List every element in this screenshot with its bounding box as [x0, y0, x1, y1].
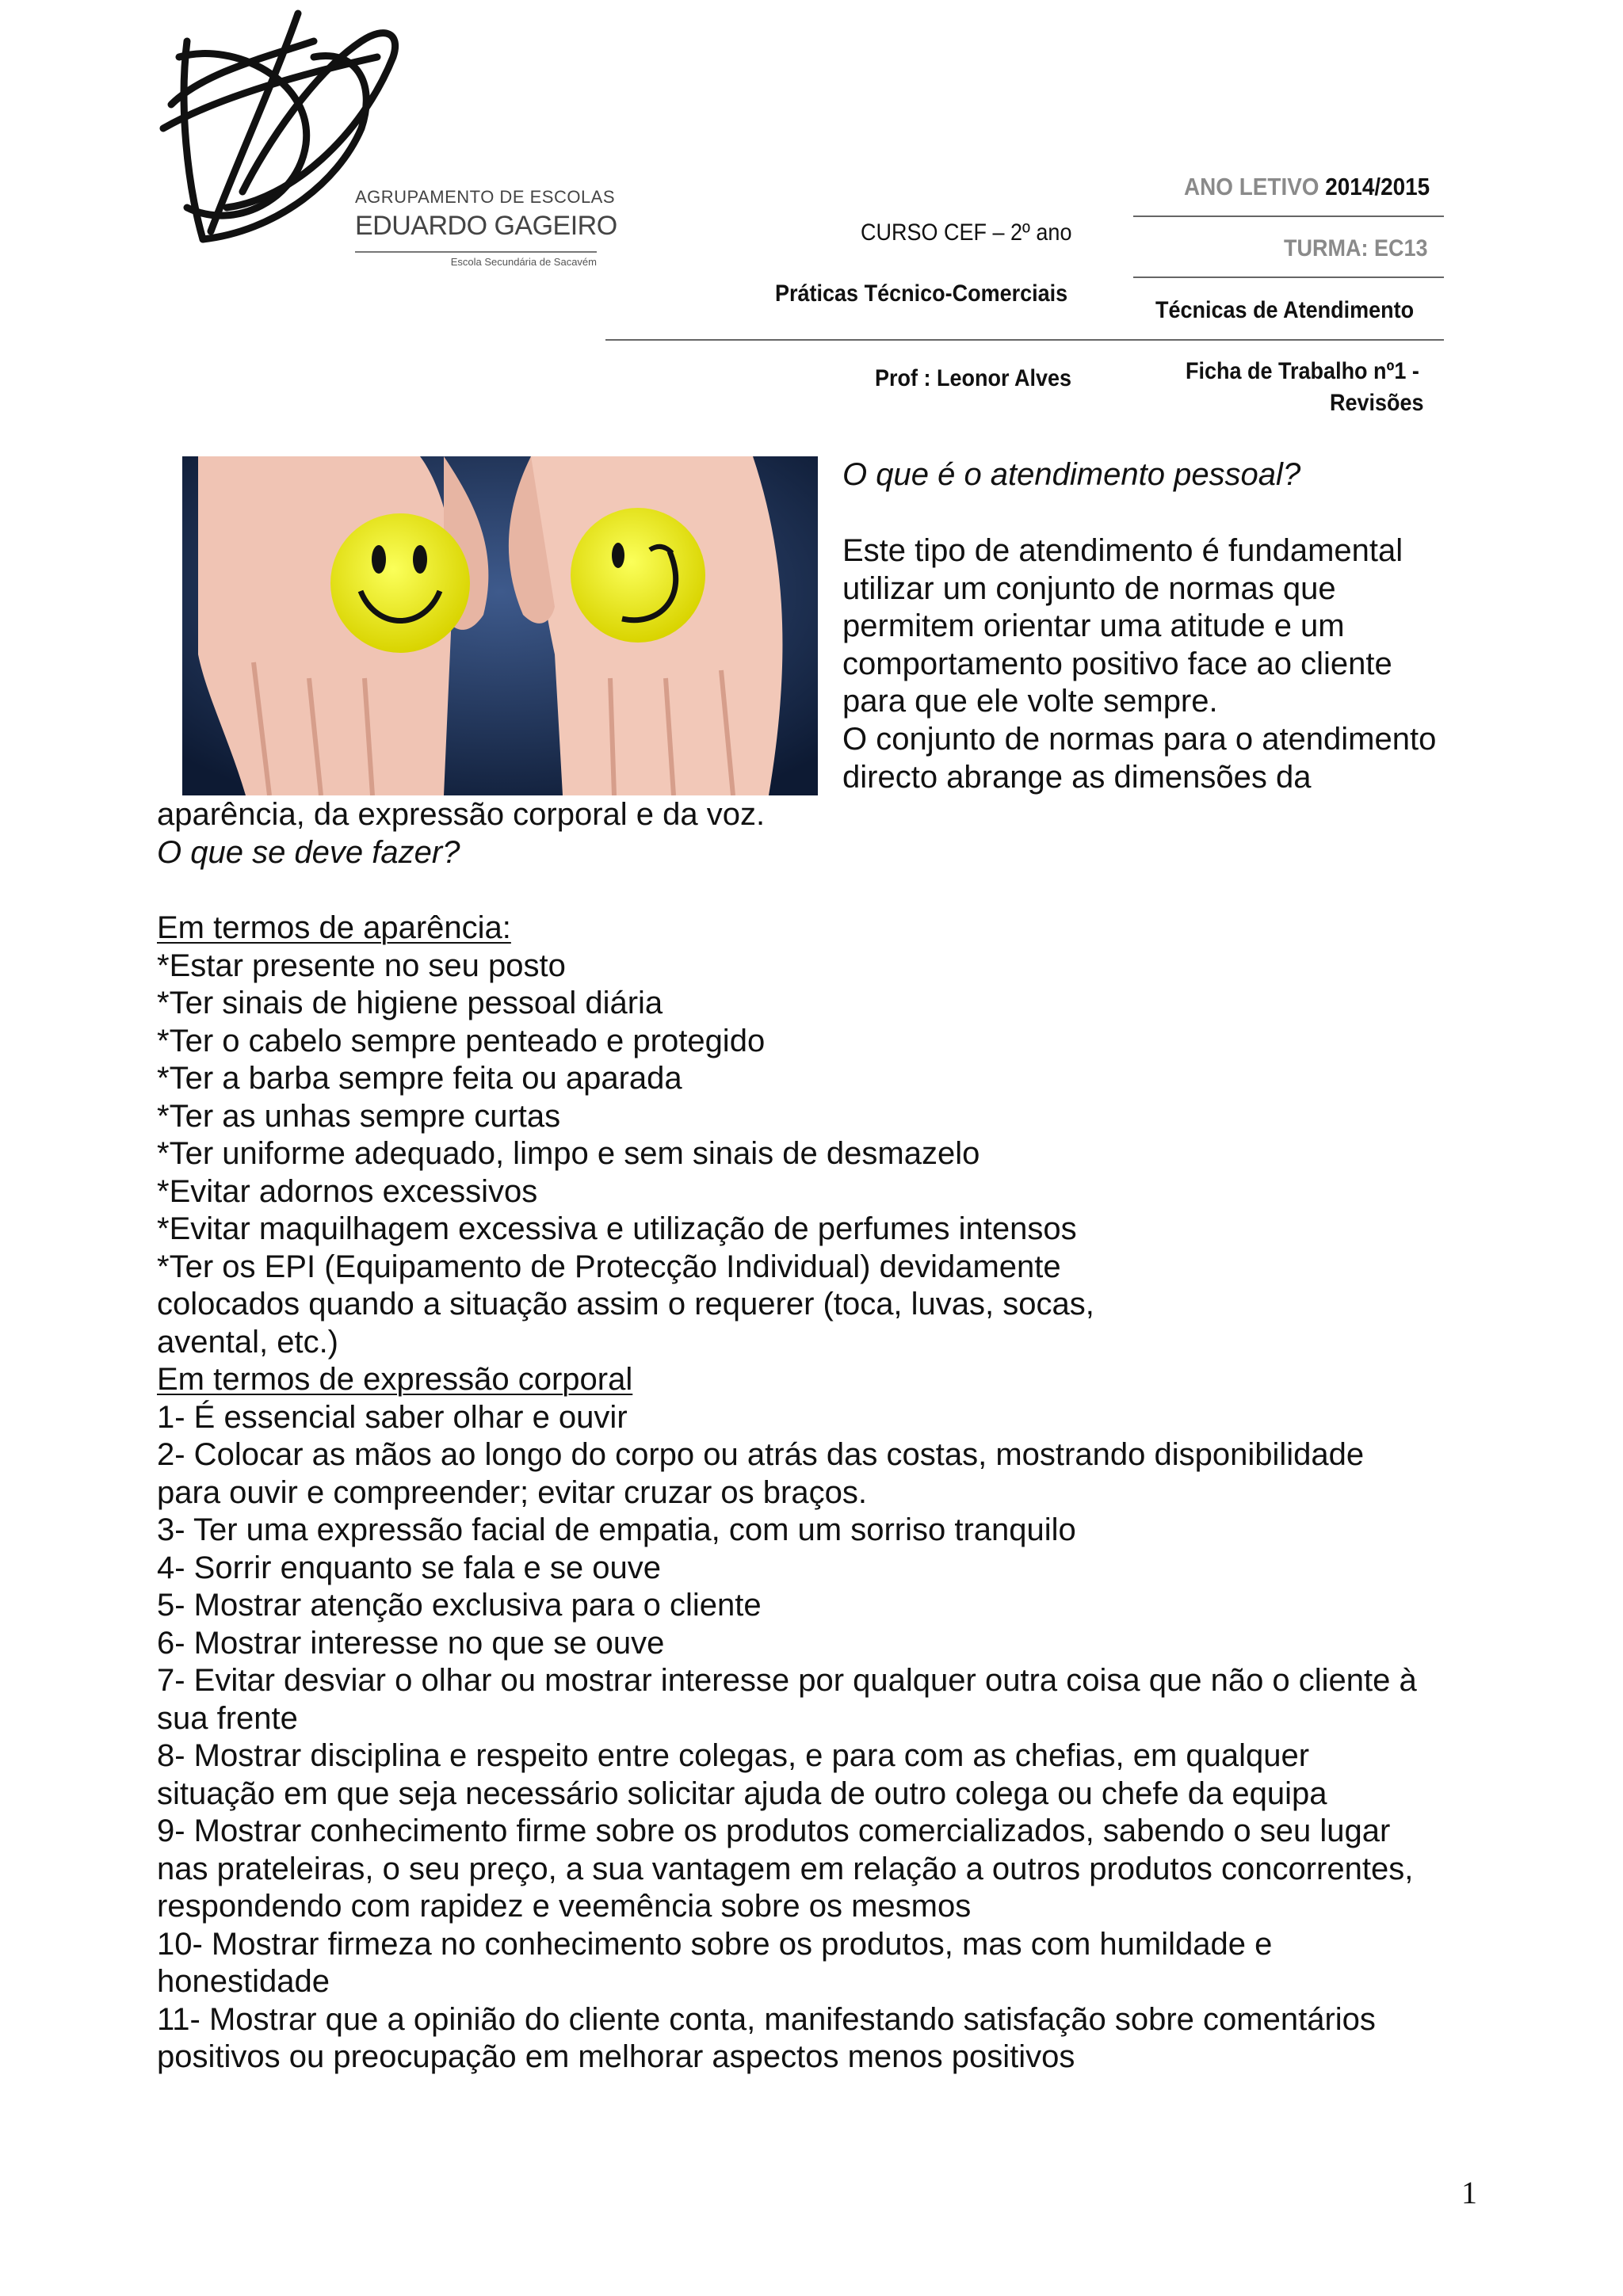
- list-item: 2- Colocar as mãos ao longo do corpo ou atrás das costas, mostrando disponibilidade: [157, 1437, 1365, 1472]
- list-item: respondendo com rapidez e veemência sobre os mesmos: [157, 1889, 972, 1924]
- list-item: *Evitar maquilhagem excessiva e utilização de perfumes intensos: [157, 1211, 1077, 1246]
- list-item: *Ter uniforme adequado, limpo e sem sinais de desmazelo: [157, 1136, 980, 1171]
- list-item: 6- Mostrar interesse no que se ouve: [157, 1626, 665, 1661]
- list-item: *Ter sinais de higiene pessoal diária: [157, 986, 663, 1020]
- school-divider: [355, 251, 597, 253]
- school-year-label: ANO LETIVO: [1184, 173, 1319, 200]
- list-item: honestidade: [157, 1964, 330, 1999]
- list-item: 1- É essencial saber olhar e ouvir: [157, 1400, 628, 1435]
- list-item: *Ter a barba sempre feita ou aparada: [157, 1061, 682, 1096]
- intro-line: utilizar um conjunto de normas que: [842, 571, 1336, 606]
- intro-line: Este tipo de atendimento é fundamental: [842, 533, 1403, 568]
- list-item: *Evitar adornos excessivos: [157, 1174, 538, 1209]
- school-subtitle: Escola Secundária de Sacavém: [450, 256, 597, 268]
- worksheet-title: Ficha de Trabalho nº1 -: [1186, 358, 1419, 384]
- intro-line: comportamento positivo face ao cliente: [842, 646, 1392, 681]
- list-item: nas prateleiras, o seu preço, a sua vantagem em relação a outros produtos concorrentes,: [157, 1852, 1414, 1886]
- intro-line: permitem orientar uma atitude e um: [842, 608, 1345, 643]
- school-year-value: 2014/2015: [1325, 173, 1430, 200]
- list-item: para ouvir e compreender; evitar cruzar os braços.: [157, 1475, 867, 1510]
- list-item: avental, etc.): [157, 1325, 339, 1360]
- list-item: *Ter o cabelo sempre penteado e protegido: [157, 1024, 766, 1058]
- list-item: *Estar presente no seu posto: [157, 948, 566, 983]
- intro-line: para que ele volte sempre.: [842, 684, 1218, 719]
- school-year: [1184, 173, 1430, 201]
- header-rule-1: [1133, 215, 1444, 217]
- school-group-label: AGRUPAMENTO DE ESCOLAS: [355, 187, 616, 207]
- list-item: 8- Mostrar disciplina e respeito entre colegas, e para com as chefias, em qualquer: [157, 1738, 1310, 1773]
- list-item: 10- Mostrar firmeza no conhecimento sobre os produtos, mas com humildade e: [157, 1927, 1273, 1962]
- page-number: 1: [1461, 2175, 1477, 2210]
- header-rule-2: [1133, 277, 1444, 278]
- list-item: positivos ou preocupação em melhorar aspectos menos positivos: [157, 2039, 1075, 2074]
- module-label: Técnicas de Atendimento: [1155, 297, 1415, 323]
- list-item: colocados quando a situação assim o requerer (toca, luvas, socas,: [157, 1287, 1094, 1322]
- list-item: 4- Sorrir enquanto se fala e se ouve: [157, 1550, 661, 1585]
- intro-line: directo abrange as dimensões da: [842, 760, 1312, 795]
- list-item: 9- Mostrar conhecimento firme sobre os produtos comercializados, sabendo o seu lugar: [157, 1814, 1391, 1848]
- course-label: CURSO CEF – 2º ano: [861, 219, 1072, 246]
- worksheet-subtitle: Revisões: [1330, 390, 1424, 416]
- teacher-label: Prof : Leonor Alves: [875, 365, 1072, 391]
- list-item: 11- Mostrar que a opinião do cliente conta, manifestando satisfação sobre comentários: [157, 2002, 1376, 2037]
- intro-line: O conjunto de normas para o atendimento: [842, 722, 1437, 757]
- list-item: 7- Evitar desviar o olhar ou mostrar interesse por qualquer outra coisa que não o cliente à: [157, 1663, 1417, 1698]
- intro-question-2: O que se deve fazer?: [157, 835, 460, 870]
- intro-continuation: aparência, da expressão corporal e da voz.: [157, 797, 766, 832]
- list-item: situação em que seja necessário solicitar ajuda de outro colega ou chefe da equipa: [157, 1776, 1327, 1811]
- intro-question: O que é o atendimento pessoal?: [842, 457, 1301, 492]
- class-label: TURMA: EC13: [1284, 235, 1428, 261]
- list-item: *Ter as unhas sempre curtas: [157, 1099, 561, 1134]
- school-name: EDUARDO GAGEIRO: [355, 211, 617, 241]
- school-name-block: [355, 187, 617, 268]
- subject-label: Práticas Técnico-Comerciais: [775, 280, 1068, 307]
- body-language-heading: Em termos de expressão corporal: [157, 1362, 633, 1397]
- appearance-heading: Em termos de aparência:: [157, 910, 511, 945]
- list-item: 3- Ter uma expressão facial de empatia, com um sorriso tranquilo: [157, 1512, 1076, 1547]
- list-item: sua frente: [157, 1701, 298, 1736]
- list-item: 5- Mostrar atenção exclusiva para o cliente: [157, 1588, 762, 1623]
- list-item: *Ter os EPI (Equipamento de Protecção Individual) devidamente: [157, 1249, 1061, 1284]
- hands-with-smileys-image: [182, 456, 818, 795]
- header-rule-3: [605, 339, 1444, 341]
